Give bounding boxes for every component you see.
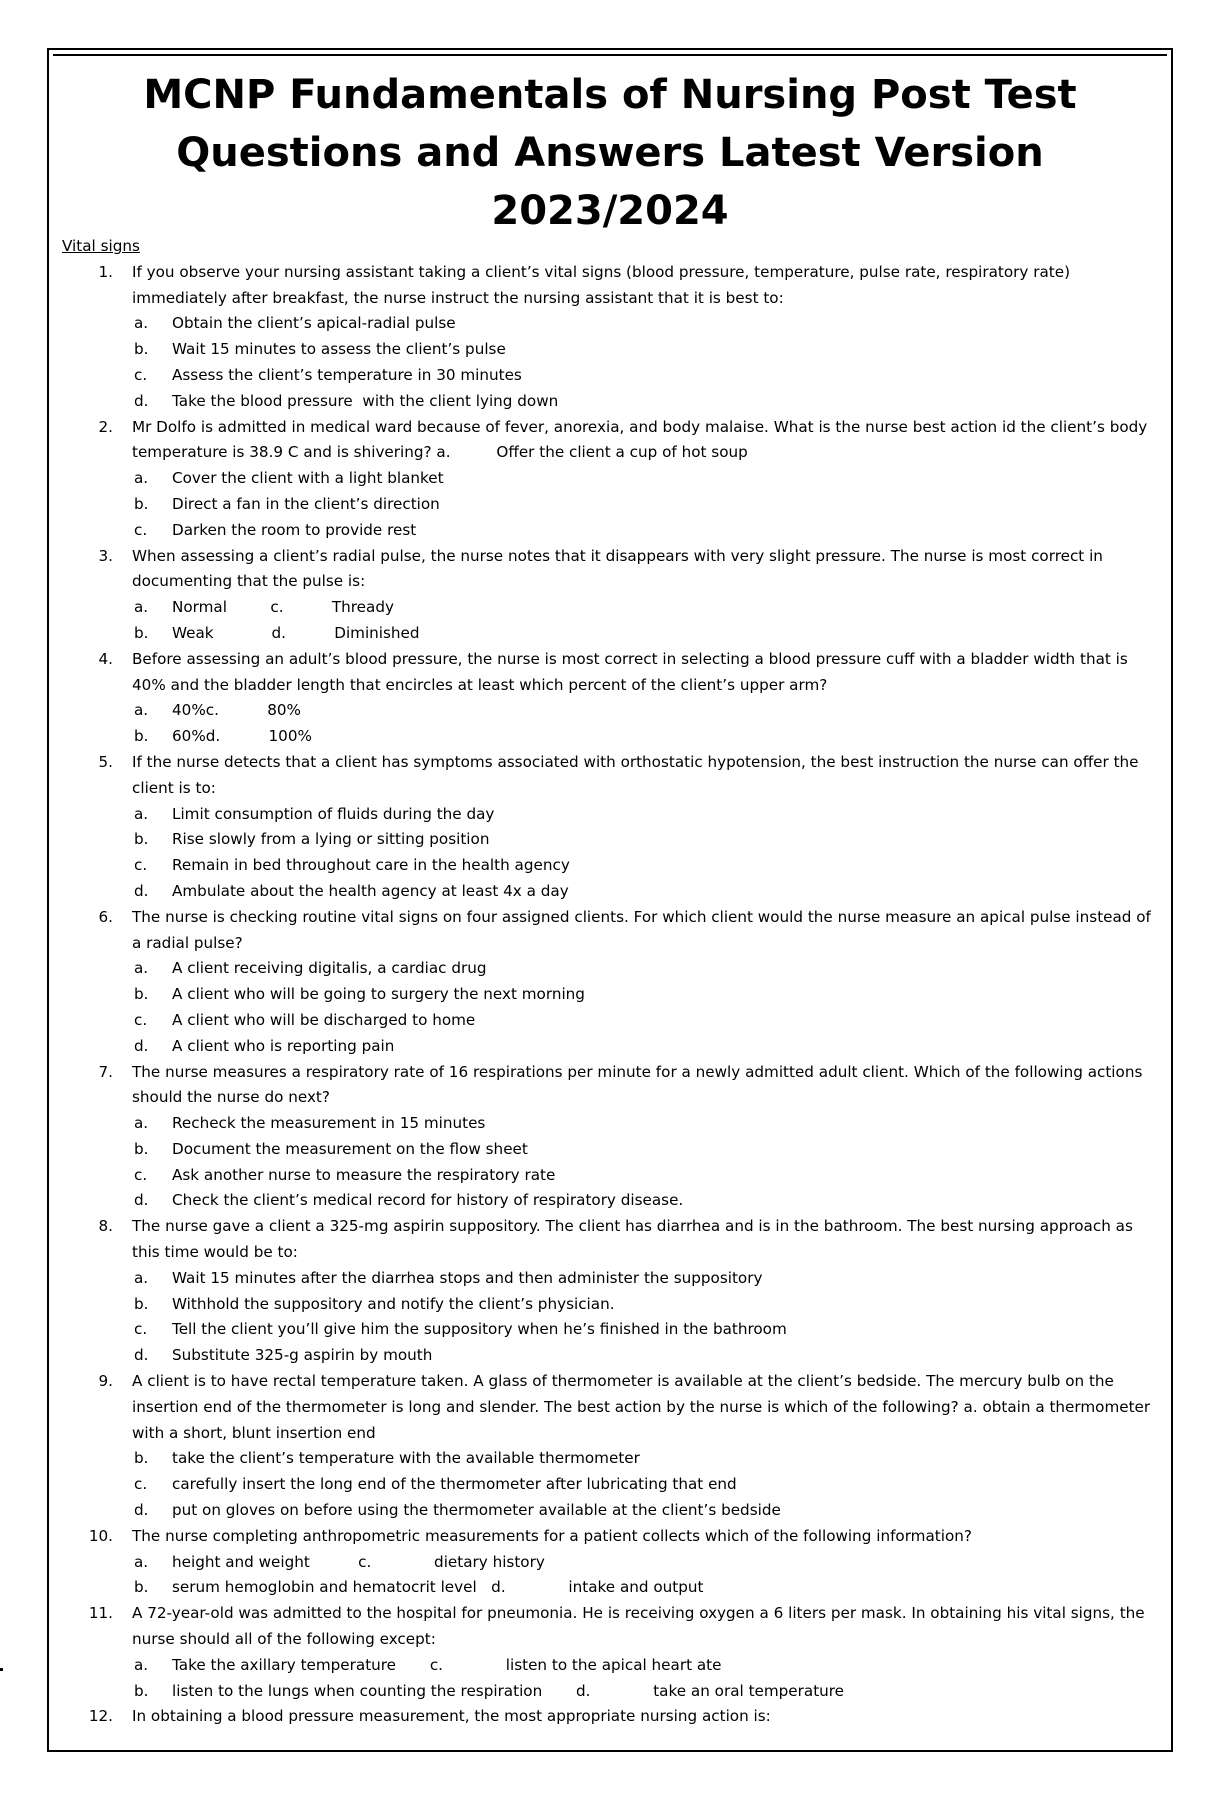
question-text [132, 750, 1162, 802]
answer-option [62, 311, 1162, 337]
option-text: serum hemoglobin and hematocrit level d. intake and output [172, 1578, 704, 1597]
question-number: 12. [88, 1707, 113, 1726]
option-text: A client who will be going to surgery the next morning [172, 985, 585, 1004]
option-text: Cover the client with a light blanket [172, 469, 444, 488]
answer-option [62, 1034, 1162, 1060]
question-item [62, 260, 1162, 415]
question-text-content: When assessing a client’s radial pulse, the nurse notes that it disappears with very slight pressure. The nurse is most correct in documenting that the pulse is: [132, 546, 1103, 591]
question-item [62, 905, 1162, 1060]
question-text-content: Before assessing an adult’s blood pressure, the nurse is most correct in selecting a blood pressure cuff with a bladder width that is 40% and the bladder length that encircles at least which percent of the client’s upper arm? [132, 649, 1128, 694]
option-letter: a. [134, 469, 149, 488]
option-text: Direct a fan in the client’s direction [172, 494, 440, 513]
document-title: MCNP Fundamentals of Nursing Post Test Questions and Answers Latest Version 2023/2024 [143, 72, 1077, 234]
answer-option [62, 1292, 1162, 1318]
question-item [62, 1704, 1162, 1730]
answer-option [62, 492, 1162, 518]
answer-option [62, 853, 1162, 879]
question-text-content: The nurse gave a client a 325-mg aspirin suppository. The client has diarrhea and is in the bathroom. The best nursing approach as this time would be to: [132, 1217, 1133, 1262]
option-letter: c. [134, 520, 148, 539]
answer-option [62, 698, 1162, 724]
option-letter: c. [134, 856, 148, 875]
question-number: 3. [98, 546, 113, 565]
question-stem [62, 750, 1162, 802]
question-text [132, 1369, 1162, 1446]
option-letter: a. [134, 1552, 149, 1571]
question-item [62, 1524, 1162, 1601]
question-number: 6. [98, 907, 113, 926]
answer-option [62, 1575, 1162, 1601]
answer-option [62, 956, 1162, 982]
option-letter: b. [134, 340, 149, 359]
answer-option [62, 827, 1162, 853]
option-text: Obtain the client’s apical-radial pulse [172, 314, 456, 333]
option-text: A client receiving digitalis, a cardiac drug [172, 959, 487, 978]
question-list [62, 260, 1162, 1730]
option-letter: a. [436, 443, 451, 462]
option-text: Check the client’s medical record for history of respiratory disease. [172, 1191, 684, 1210]
option-text: Rise slowly from a lying or sitting position [172, 830, 490, 849]
question-text [132, 905, 1162, 957]
option-letter: a. [134, 1114, 149, 1133]
answer-option [62, 1498, 1162, 1524]
answer-option [62, 1653, 1162, 1679]
option-text: Weak d. Diminished [172, 623, 420, 642]
question-text-content: The nurse completing anthropometric measurements for a patient collects which of the following information? [132, 1526, 972, 1545]
answer-option [62, 982, 1162, 1008]
question-stem [62, 1214, 1162, 1266]
option-text: Normal c. Thready [172, 598, 394, 617]
option-text: Recheck the measurement in 15 minutes [172, 1114, 486, 1133]
option-text: take the client’s temperature with the available thermometer [172, 1449, 640, 1468]
option-letter: a. [134, 1655, 149, 1674]
answer-option [62, 1317, 1162, 1343]
option-letter: d. [134, 881, 149, 900]
option-text: Wait 15 minutes after the diarrhea stops and then administer the suppository [172, 1268, 763, 1287]
answer-option [62, 1679, 1162, 1705]
option-letter: b. [134, 623, 149, 642]
question-number: 1. [98, 262, 113, 281]
option-letter: b. [134, 1681, 149, 1700]
question-text-content: If the nurse detects that a client has symptoms associated with orthostatic hypotension, the best instruction the nurse can offer the client is to: [132, 752, 1139, 797]
stray-mark [0, 1668, 3, 1671]
option-letter: b. [134, 1449, 149, 1468]
answer-option [62, 363, 1162, 389]
option-text: 40%c. 80% [172, 701, 301, 720]
option-text: Take the blood pressure with the client lying down [172, 391, 559, 410]
answer-option [62, 1111, 1162, 1137]
question-text [132, 1060, 1162, 1112]
option-text: put on gloves on before using the thermometer available at the client’s bedside [172, 1501, 781, 1520]
question-item [62, 1601, 1162, 1704]
option-letter: c. [134, 1475, 148, 1494]
answer-option [62, 518, 1162, 544]
option-letter: d. [134, 391, 149, 410]
option-text: Document the measurement on the flow sheet [172, 1139, 528, 1158]
option-letter: b. [134, 1578, 149, 1597]
question-number: 7. [98, 1062, 113, 1081]
option-text: height and weight c. dietary history [172, 1552, 545, 1571]
answer-option [62, 1163, 1162, 1189]
option-letter: d. [134, 1501, 149, 1520]
option-text: Tell the client you’ll give him the suppository when he’s finished in the bathroom [172, 1320, 787, 1339]
option-text: Darken the room to provide rest [172, 520, 417, 539]
option-letter: d. [134, 1191, 149, 1210]
question-stem [62, 415, 1162, 467]
answer-option [62, 1472, 1162, 1498]
answer-option [62, 466, 1162, 492]
option-letter: c. [134, 1165, 148, 1184]
question-item [62, 1369, 1162, 1524]
option-letter: a. [134, 598, 149, 617]
answer-option [62, 1446, 1162, 1472]
option-text: A client who will be discharged to home [172, 1010, 476, 1029]
option-letter: b. [134, 1139, 149, 1158]
answer-option [62, 724, 1162, 750]
question-text-content: The nurse measures a respiratory rate of 16 respirations per minute for a newly admitted adult client. Which of the following actions should the nurse do next? [132, 1062, 1143, 1107]
answer-option [62, 1550, 1162, 1576]
question-number: 4. [98, 649, 113, 668]
question-stem [62, 1524, 1162, 1550]
question-item [62, 750, 1162, 905]
question-text-content: If you observe your nursing assistant taking a client’s vital signs (blood pressure, temperature, pulse rate, respiratory rate) immediately after breakfast, the nurse instruct the nursing assistant that it is best to: [132, 262, 1070, 307]
option-text: A client who is reporting pain [172, 1036, 395, 1055]
question-stem [62, 905, 1162, 957]
option-letter: a. [134, 959, 149, 978]
answer-option [62, 595, 1162, 621]
option-text: Ambulate about the health agency at least 4x a day [172, 881, 569, 900]
option-text: Withhold the suppository and notify the client’s physician. [172, 1294, 615, 1313]
question-stem [62, 1601, 1162, 1653]
option-letter: d. [134, 1036, 149, 1055]
option-letter: a. [134, 314, 149, 333]
option-text: Take the axillary temperature c. listen to the apical heart ate [172, 1655, 722, 1674]
option-letter: b. [134, 830, 149, 849]
question-stem [62, 647, 1162, 699]
question-text [132, 647, 1162, 699]
question-stem [62, 260, 1162, 312]
question-text [132, 544, 1162, 596]
question-text [132, 1601, 1162, 1653]
answer-option [62, 879, 1162, 905]
answer-option [62, 802, 1162, 828]
question-number: 8. [98, 1217, 113, 1236]
option-letter: b. [134, 494, 149, 513]
answer-option [62, 621, 1162, 647]
question-stem [62, 1704, 1162, 1730]
option-letter: c. [134, 1320, 148, 1339]
question-item [62, 1060, 1162, 1215]
option-text: Ask another nurse to measure the respiratory rate [172, 1165, 556, 1184]
question-text-content: A client is to have rectal temperature taken. A glass of thermometer is available at the client’s bedside. The mercury bulb on the insertion end of the thermometer is long and slender. The best action by the nurse is which of the following? a. obtain a thermometer with a short, blunt insertion end [132, 1372, 1151, 1442]
option-letter: a. [134, 1268, 149, 1287]
option-text: Offer the client a cup of hot soup [496, 443, 748, 462]
option-letter: b. [134, 727, 149, 746]
option-text: carefully insert the long end of the thermometer after lubricating that end [172, 1475, 737, 1494]
answer-option [62, 1343, 1162, 1369]
question-text [132, 260, 1162, 312]
option-text: listen to the lungs when counting the respiration d. take an oral temperature [172, 1681, 845, 1700]
answer-option [62, 1188, 1162, 1214]
option-letter: a. [134, 804, 149, 823]
question-number: 10. [88, 1526, 113, 1545]
option-letter: c. [134, 1010, 148, 1029]
question-number: 9. [98, 1372, 113, 1391]
question-text [132, 415, 1162, 467]
option-letter: b. [134, 1294, 149, 1313]
question-stem [62, 1369, 1162, 1446]
question-text [132, 1524, 1162, 1550]
answer-option [62, 389, 1162, 415]
option-letter: b. [134, 985, 149, 1004]
option-text: Assess the client’s temperature in 30 minutes [172, 365, 522, 384]
question-text [132, 1214, 1162, 1266]
question-item [62, 544, 1162, 647]
answer-option [62, 1137, 1162, 1163]
option-text: Substitute 325-g aspirin by mouth [172, 1346, 433, 1365]
question-item [62, 415, 1162, 544]
question-text-content: In obtaining a blood pressure measurement, the most appropriate nursing action is: [132, 1707, 771, 1726]
answer-option [62, 1008, 1162, 1034]
question-text-content: A 72-year-old was admitted to the hospital for pneumonia. He is receiving oxygen a 6 liters per mask. In obtaining his vital signs, the nurse should all of the following except: [132, 1604, 1145, 1649]
question-item [62, 1214, 1162, 1369]
question-stem [62, 544, 1162, 596]
option-text: 60%d. 100% [172, 727, 312, 746]
answer-option [62, 1266, 1162, 1292]
question-text-content: The nurse is checking routine vital signs on four assigned clients. For which client would the nurse measure an apical pulse instead of a radial pulse? [132, 907, 1151, 952]
question-stem [62, 1060, 1162, 1112]
answer-option [62, 337, 1162, 363]
page-border-top-rule [53, 54, 1167, 56]
question-number: 11. [88, 1604, 113, 1623]
option-letter: c. [134, 365, 148, 384]
question-text-content: Mr Dolfo is admitted in medical ward because of fever, anorexia, and body malaise. What is the nurse best action id the client’s body temperature is 38.9 C and is shivering? [132, 417, 1148, 462]
option-letter: d. [134, 1346, 149, 1365]
option-text: Remain in bed throughout care in the health agency [172, 856, 570, 875]
document-body [62, 234, 1162, 1730]
option-text: Wait 15 minutes to assess the client’s pulse [172, 340, 506, 359]
option-letter: a. [134, 701, 149, 720]
question-number: 5. [98, 752, 113, 771]
option-text: Limit consumption of fluids during the day [172, 804, 495, 823]
question-item [62, 647, 1162, 750]
question-number: 2. [98, 417, 113, 436]
section-heading: Vital signs [62, 237, 140, 255]
question-text [132, 1704, 1162, 1730]
